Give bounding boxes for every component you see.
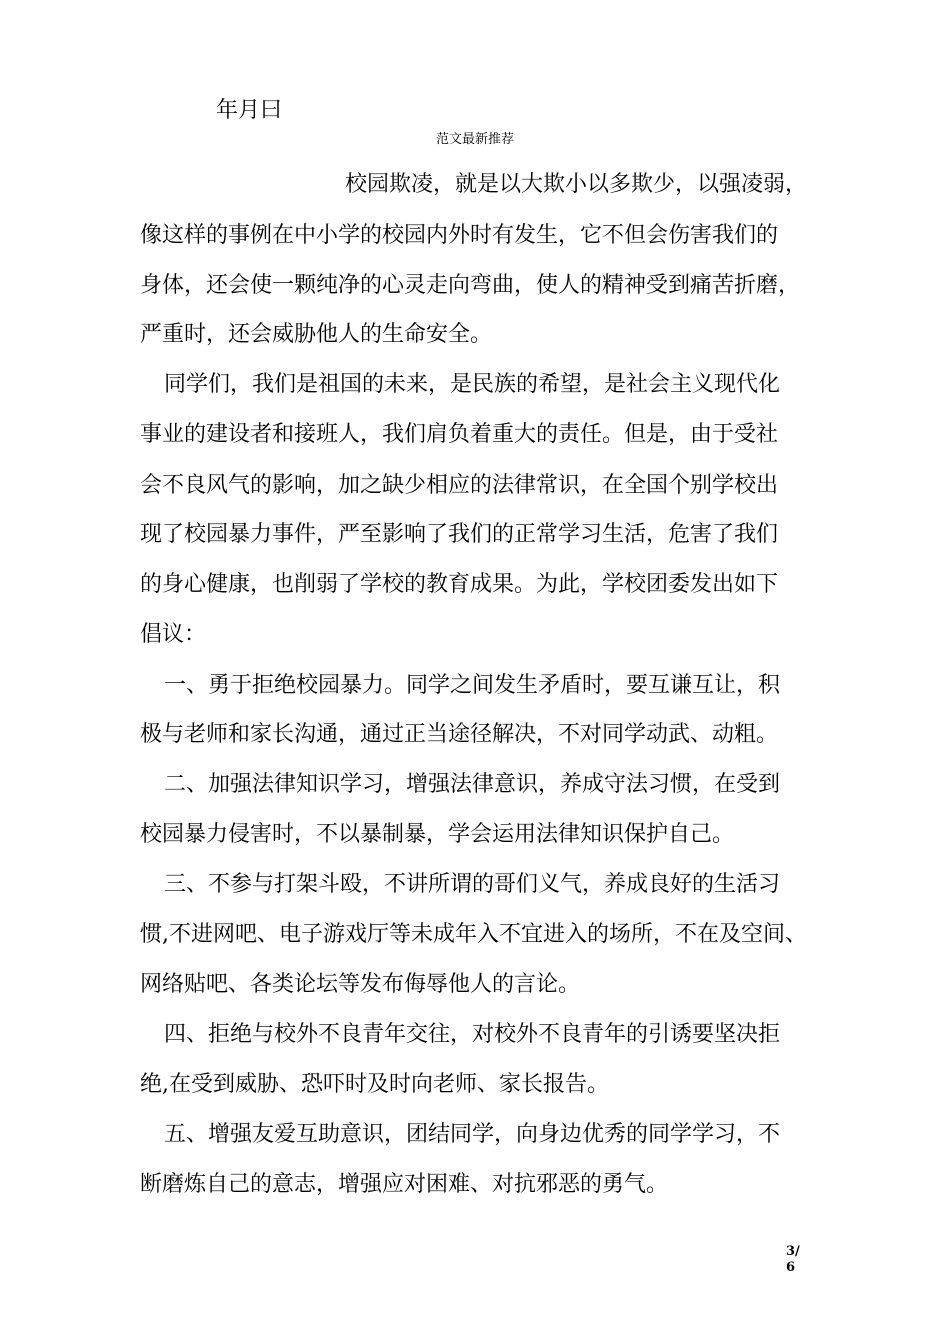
text-line: 身体，还会使一颗纯净的心灵走向弯曲，使人的精神受到痛苦折磨， — [140, 273, 801, 298]
page-number-total: 6 — [786, 1260, 796, 1275]
page-number — [786, 1244, 800, 1276]
date-line: 年月曰 — [216, 98, 283, 123]
text-line: 的身心健康，也削弱了学校的教育成果。为此，学校团委发出如下 — [140, 572, 779, 597]
text-line: 一、勇于拒绝校园暴力。同学之间发生矛盾时，要互谦互让，积 — [164, 673, 781, 698]
text-line: 校园欺凌，就是以大欺小以多欺少，以强凌弱， — [345, 172, 808, 197]
page-number-current: 3/ — [786, 1244, 800, 1259]
text-line: 严重时，还会威胁他人的生命安全。 — [140, 322, 493, 347]
text-line: 会不良风气的影响，加之缺少相应的法律常识，在全国个别学校出 — [140, 473, 779, 498]
text-line: 同学们，我们是祖国的未来，是民族的希望，是社会主义现代化 — [164, 372, 781, 397]
text-line: 三、不参与打架斗殴，不讲所谓的哥们义气，养成良好的生活习 — [164, 872, 781, 897]
text-line: 绝,在受到威胁、恐吓时及时向老师、家长报告。 — [140, 1072, 609, 1097]
text-line: 现了校园暴力事件，严至影响了我们的正常学习生活，危害了我们 — [140, 522, 779, 547]
text-line: 四、拒绝与校外不良青年交往，对校外不良青年的引诱要坚决拒 — [164, 1022, 781, 1047]
text-line: 事业的建设者和接班人，我们肩负着重大的责任。但是，由于受社 — [140, 422, 779, 447]
text-line: 二、加强法律知识学习，增强法律意识，养成守法习惯，在受到 — [164, 772, 781, 797]
text-line: 倡议： — [140, 622, 207, 647]
header-note: 范文最新推荐 — [435, 132, 514, 147]
text-line: 极与老师和家长沟通，通过正当途径解决，不对同学动武、动粗。 — [140, 722, 779, 747]
text-line: 惯,不进网吧、电子游戏厅等未成年入不宜进入的场所，不在及空间、 — [140, 922, 807, 947]
text-line: 网络贴吧、各类论坛等发布侮辱他人的言论。 — [140, 972, 581, 997]
text-line: 像这样的事例在中小学的校园内外时有发生，它不但会伤害我们的 — [140, 223, 779, 248]
text-line: 五、增强友爱互助意识，团结同学，向身边优秀的同学学习，不 — [164, 1122, 781, 1147]
text-line: 断磨炼自己的意志，增强应对困难、对抗邪恶的勇气。 — [140, 1172, 669, 1197]
text-line: 校园暴力侵害时，不以暴制暴，学会运用法律知识保护自己。 — [140, 822, 735, 847]
